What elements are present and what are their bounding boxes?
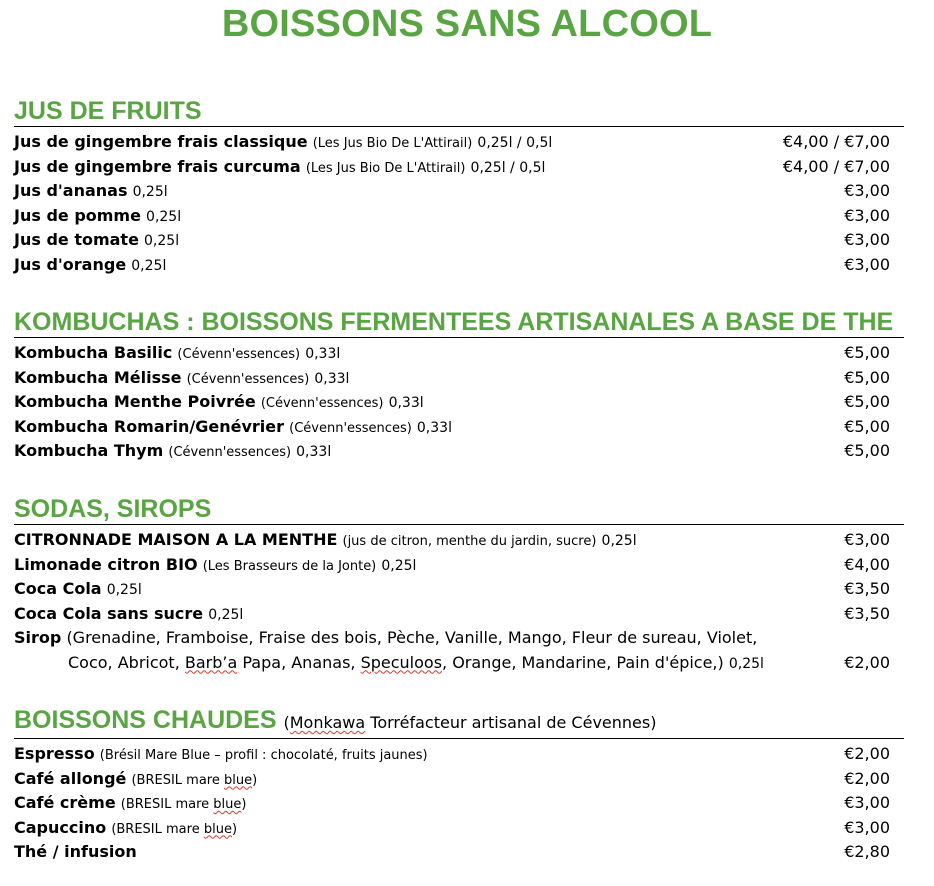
menu-item bbox=[14, 204, 904, 229]
item-name: Café allongé bbox=[14, 768, 127, 788]
section-subheading: (Monkawa Torréfacteur artisanal de Cévennes) bbox=[283, 713, 657, 732]
section-heading-text: BOISSONS CHAUDES bbox=[14, 706, 277, 734]
item-price: €5,00 bbox=[844, 441, 890, 460]
section-sodas-sirops bbox=[14, 494, 904, 675]
item-size: 0,33l bbox=[416, 419, 452, 436]
item-size: 0,25l / 0,5l bbox=[470, 159, 546, 176]
item-name: Sirop bbox=[14, 628, 62, 647]
menu-item-sirop bbox=[14, 626, 904, 675]
item-price: €3,00 bbox=[844, 230, 890, 249]
spell-underlined-word: Monkawa bbox=[289, 713, 366, 732]
item-size: 0,25l bbox=[132, 184, 168, 200]
menu-item bbox=[14, 791, 904, 816]
item-detail: (Brésil Mare Blue – profil : chocolaté, fruits jaunes) bbox=[99, 748, 428, 763]
item-size: 0,25l bbox=[208, 606, 244, 623]
item-size: 0,25l / 0,5l bbox=[477, 135, 553, 151]
item-name: Coca Cola bbox=[14, 579, 102, 598]
item-name: Thé / infusion bbox=[14, 842, 137, 861]
item-price: €4,00 bbox=[844, 554, 890, 574]
item-name: Kombucha Mélisse bbox=[14, 367, 182, 387]
item-detail-cont: , Orange, Mandarine, Pain d'épice,) bbox=[442, 652, 724, 672]
item-detail: (Cévenn'essences) bbox=[168, 445, 292, 460]
item-price: €3,00 bbox=[844, 205, 890, 225]
spell-underlined-word: blue bbox=[203, 821, 232, 837]
item-size: 0,25l bbox=[144, 233, 180, 249]
item-detail: (Les Jus Bio De L'Attirail) bbox=[312, 136, 473, 151]
menu-item bbox=[14, 253, 904, 278]
spell-underlined-word: Speculoos bbox=[360, 652, 443, 672]
menu-item bbox=[14, 155, 904, 180]
spell-underlined-word: Barb’a bbox=[184, 652, 238, 672]
item-detail: (Les Jus Bio De L'Attirail) bbox=[305, 160, 466, 176]
item-name: Café crème bbox=[14, 793, 116, 812]
item-name: Jus d'orange bbox=[14, 254, 127, 274]
item-price: €3,50 bbox=[844, 579, 890, 598]
menu-item bbox=[14, 553, 904, 578]
item-price: €3,00 bbox=[844, 793, 890, 812]
item-detail: (BRESIL mare blue) bbox=[111, 821, 238, 837]
item-name: CITRONNADE MAISON A LA MENTHE bbox=[14, 530, 338, 549]
menu-item bbox=[14, 228, 904, 253]
item-size: 0,33l bbox=[388, 395, 424, 411]
item-size: 0,25l bbox=[601, 533, 637, 549]
menu-item bbox=[14, 390, 904, 415]
item-size: 0,33l bbox=[314, 370, 350, 387]
section-kombuchas bbox=[14, 307, 904, 464]
menu-item bbox=[14, 415, 904, 440]
item-size: 0,25l bbox=[728, 655, 764, 672]
menu-item bbox=[14, 816, 904, 841]
menu-item bbox=[14, 602, 904, 627]
item-size: 0,33l bbox=[305, 346, 341, 362]
item-name: Capuccino bbox=[14, 817, 107, 837]
item-price: €3,00 bbox=[844, 254, 890, 274]
item-price: €4,00 / €7,00 bbox=[782, 156, 890, 176]
item-detail: (jus de citron, menthe du jardin, sucre) bbox=[342, 534, 597, 549]
section-heading: KOMBUCHAS : BOISSONS FERMENTEES ARTISANALES A BASE DE THE bbox=[14, 307, 904, 338]
item-size: 0,33l bbox=[296, 444, 332, 460]
item-price: €4,00 / €7,00 bbox=[782, 132, 890, 151]
item-detail: (BRESIL mare blue) bbox=[120, 797, 247, 812]
item-price: €2,00 bbox=[844, 652, 890, 672]
item-price: €5,00 bbox=[844, 367, 890, 387]
item-price: €5,00 bbox=[844, 416, 890, 436]
item-detail-cont: Papa, Ananas, bbox=[237, 652, 361, 672]
item-size: 0,25l bbox=[131, 257, 167, 274]
spell-underlined-word: blue bbox=[224, 772, 253, 788]
menu-item bbox=[14, 130, 904, 155]
section-heading: SODAS, SIROPS bbox=[14, 494, 904, 525]
item-price: €2,00 bbox=[844, 768, 890, 788]
item-name: Kombucha Thym bbox=[14, 441, 164, 460]
item-price: €3,00 bbox=[844, 817, 890, 837]
item-detail: (Les Brasseurs de la Jonte) bbox=[202, 558, 377, 574]
item-detail: (Grenadine, Framboise, Fraise des bois, Pèche, Vanille, Mango, Fleur de sureau, Violet, bbox=[66, 628, 758, 647]
item-name: Jus de pomme bbox=[14, 205, 141, 225]
item-name: Jus de gingembre frais curcuma bbox=[14, 156, 301, 176]
item-name: Kombucha Menthe Poivrée bbox=[14, 392, 256, 411]
menu-item bbox=[14, 742, 904, 767]
menu-item bbox=[14, 179, 904, 204]
menu-item bbox=[14, 341, 904, 366]
item-price: €3,00 bbox=[844, 530, 890, 549]
item-name: Jus de gingembre frais classique bbox=[14, 132, 308, 151]
item-detail: (Cévenn'essences) bbox=[260, 396, 384, 411]
page-title: BOISSONS SANS ALCOOL bbox=[221, 3, 713, 45]
item-price: €3,50 bbox=[844, 603, 890, 623]
section-boissons-chaudes bbox=[14, 705, 904, 865]
section-jus-de-fruits bbox=[14, 96, 904, 277]
item-price: €3,00 bbox=[844, 181, 890, 200]
item-detail: (Cévenn'essences) bbox=[289, 420, 412, 436]
section-heading bbox=[14, 705, 904, 739]
menu-item bbox=[14, 366, 904, 391]
item-name: Jus de tomate bbox=[14, 230, 139, 249]
item-name: Kombucha Romarin/Genévrier bbox=[14, 416, 285, 436]
item-detail: (Cévenn'essences) bbox=[186, 371, 310, 387]
item-price: €5,00 bbox=[844, 392, 890, 411]
spell-underlined-word: blue bbox=[213, 797, 242, 812]
item-name: Coca Cola sans sucre bbox=[14, 603, 204, 623]
item-name: Limonade citron BIO bbox=[14, 554, 198, 574]
item-detail: (Cévenn'essences) bbox=[177, 347, 301, 362]
item-price: €2,80 bbox=[844, 842, 890, 861]
item-size: 0,25l bbox=[146, 208, 182, 225]
item-price: €2,00 bbox=[844, 744, 890, 763]
item-size: 0,25l bbox=[106, 582, 142, 598]
menu-item bbox=[14, 439, 904, 464]
item-price: €5,00 bbox=[844, 343, 890, 362]
item-name: Espresso bbox=[14, 744, 95, 763]
item-name: Kombucha Basilic bbox=[14, 343, 173, 362]
menu-item bbox=[14, 840, 904, 865]
menu-item bbox=[14, 528, 904, 553]
item-detail-cont: Coco, Abricot, bbox=[68, 652, 185, 672]
section-heading: JUS DE FRUITS bbox=[14, 96, 904, 127]
item-detail: (BRESIL mare blue) bbox=[131, 772, 258, 788]
menu-item bbox=[14, 767, 904, 792]
menu-item bbox=[14, 577, 904, 602]
item-size: 0,25l bbox=[381, 557, 417, 574]
item-name: Jus d'ananas bbox=[14, 181, 128, 200]
